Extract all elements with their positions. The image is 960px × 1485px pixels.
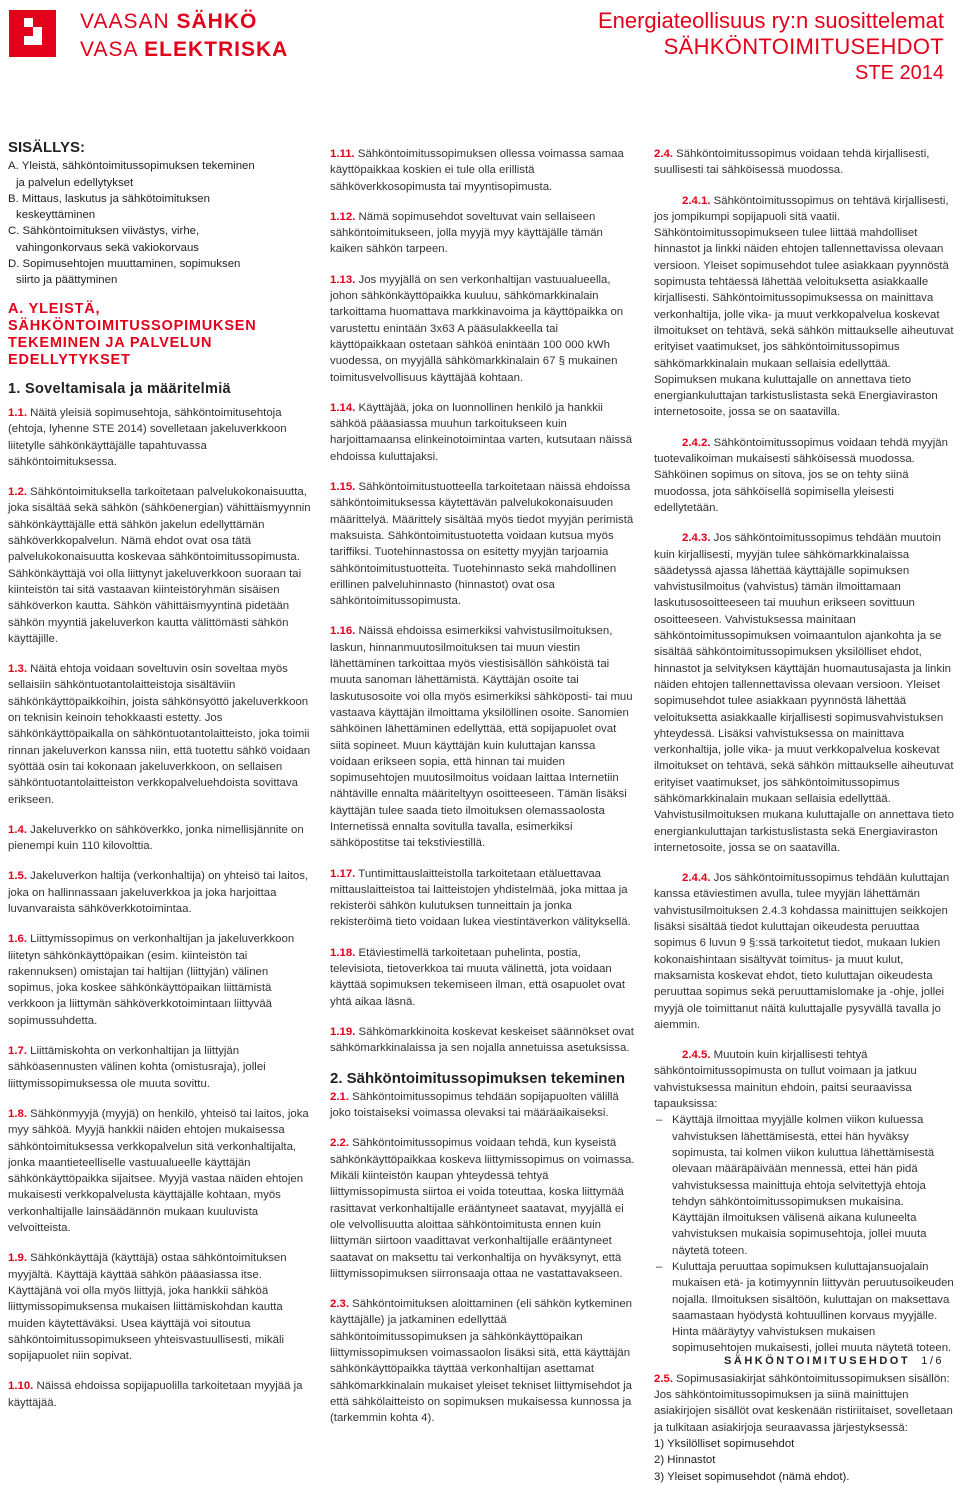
clause-1-3: 1.3. Näitä ehtoja voidaan soveltuvin osin soveltaa myös sellaisiin sähköntuotantolaitteistoja sisältäviin sähkönkäyttöpaikkoihin, joista sähkönsyöttö jakeluverkkoon on teknisin keinoin tehokkaasti estetty. Jos sähkönkäyttöpaikalla on sähköntuotantolaitteisto, joka toimii rinnan jakeluverkon kanssa niin, että tuotettu sähkö voidaan syöttää osin tai kokonaan jakeluverkkoon, on sellaisen sähköntuotantolaitteiston verkkopalveluehdoista sovittava erikseen. <box>8 663 311 806</box>
toc-item: B. Mittaus, laskutus ja sähkötoimituksen <box>8 192 210 205</box>
toc-item: C. Sähköntoimituksen viivästys, virhe, <box>8 225 200 238</box>
page-number: 1/6 <box>921 1355 944 1367</box>
list-item: – Kuluttaja peruuttaa sopimuksen kuluttajansuojalain mukaisen etä- ja kotimyynnin liittyvän peruutusoikeuden nojalla. Ilmoituksen sisältöön, kuluttajan on maksettava saamastaan hyödystä kohtuullinen korvaus myyjälle. Hinta määräytyy vahvistuksen mukaisen sopimusehtojen mukaisesti, jollei muuta näytetä toteen. <box>672 1259 954 1357</box>
toc-item: siirto ja päättyminen <box>16 274 118 287</box>
clause-1-4: 1.4. Jakeluverkko on sähköverkko, jonka nimellisjännite on pienempi kuin 110 kilovolttia. <box>8 823 304 853</box>
clause-1-6: 1.6. Liittymissopimus on verkonhaltijan ja jakeluverkkoon liitetyn sähkönkäyttöpaikan (esim. kiinteistön tai rakennuksen) omistajan tai haltijan (liittyjän) välinen sopimus, joka koskee sähkönkäyttöpaikan liittämistä verkkoon ja liittymän sähköverkkotoimintaan liittyvää sopimussuhdetta. <box>8 933 295 1027</box>
clause-1-15: 1.15. Sähköntoimitustuotteella tarkoitetaan näissä ehdoissa sähköntoimituksessa käytettävän palvelukokonaisuuden määrittelyä. Määrittely sisältää myös tiedot myyjän perimistä maksuista. Sähköntoimitustuotetta voidaan kutsua myös tariffiksi. Tuotehinnastossa on esitetty myyjän tarjoamia sähköntoimitustuotteita. Tuotehinnasto sekä mahdollinen erillinen palveluhinnasto (hinnastot) ovat osa sähköntoimitussopimusta. <box>330 481 634 608</box>
clause-2-4-5-list <box>654 1112 954 1356</box>
toc-list <box>8 158 314 288</box>
clause-1-5: 1.5. Jakeluverkon haltija (verkonhaltija) on yhteisö tai laitos, joka on hallinnassaan jakeluverkkoa ja joka harjoittaa luvanvaraista sähköverkkotoimintaa. <box>8 870 309 915</box>
clause-1-10: 1.10. Näissä ehdoissa sopijapuolilla tarkoitetaan myyjää ja käyttäjää. <box>8 1380 303 1409</box>
list-item: 3) Yleiset sopimusehdot (nämä ehdot). <box>654 1470 850 1483</box>
clause-2-4-5: 2.4.5. Muutoin kuin kirjallisesti tehtyä sähköntoimitussopimusta on tullut voimaan ja jatkuu vahvistuksessa mainitun ehdoin, paitsi seuraavissa tapauksissa: <box>654 1049 917 1111</box>
clause-1-19: 1.19. Sähkömarkkinoita koskevat keskeiset säännökset ovat sähkömarkkinalaissa ja sen nojalla annetuissa asetuksissa. <box>330 1025 634 1055</box>
issuer-line: Energiateollisuus ry:n suosittelemat <box>597 8 944 33</box>
column-2 <box>330 146 636 1440</box>
clause-2-4: 2.4. Sähköntoimitussopimus voidaan tehdä kirjallisesti, suullisesti tai sähköisessä muodossa. <box>654 148 930 177</box>
page-footer <box>724 1355 944 1367</box>
clause-2-1: 2.1. Sähköntoimitussopimus tehdään sopijapuolten välillä joko toistaiseksi voimassa olevaksi tai määräaikaiseksi. <box>330 1090 619 1120</box>
clause-2-4-2: 2.4.2. Sähköntoimitussopimus voidaan tehdä myyjän tuotevalikoiman mukaisesti sähköisessä muodossa. Sähköinen sopimus on sitova, jos se on tehty siinä muodossa, jota sähköisellä sopimisella yleisesti edellytetään. <box>654 436 948 514</box>
clause-2-2: 2.2. Sähköntoimitussopimus voidaan tehdä, kun kyseistä sähkönkäyttöpaikkaa koskeva liittymissopimus on voimassa. Mikäli kiinteistön kaupan yhteydessä tehtyä liittymissopimusta siirtoa ei voida toteuttaa, koska liittymää rasittavat verkonhaltijalle erääntyneet saatavat, myyjällä ei ole velvollisuutta aloittaa sähköntoimitusta ennen kuin liittymän siirtoon vaadittavat verkonhaltijalle erääntyneet saatavat on maksettu tai verkonhaltija on hyväksynyt, että liittymissopimuksen siirronsaaja ottaa ne vastattavakseen. <box>330 1137 635 1280</box>
logo-mark <box>9 10 56 57</box>
list-item: 1) Yksilölliset sopimusehdot <box>654 1437 795 1450</box>
toc-item: ja palvelun edellytykset <box>16 176 134 189</box>
document-order-list <box>654 1436 954 1485</box>
document-title-block <box>598 8 944 86</box>
toc-title: SISÄLLYS: <box>8 139 85 156</box>
document-title: SÄHKÖNTOIMITUSEHDOT <box>663 34 944 59</box>
clause-1-18: 1.18. Etäviestimellä tarkoitetaan puhelinta, postia, televisiota, tietoverkkoa tai muuta välinettä, jota voidaan käyttää sopimuksen tekemiseen ilman, että osapuolet ovat yhtä aikaa läsnä. <box>330 946 626 1008</box>
clause-1-17: 1.17. Tuntimittauslaitteistolla tarkoitetaan etäluettavaa mittauslaitteistoa tai laitteistojen yhdistelmää, joka mittaa ja rekisteröi sähkön kulutuksen tunneittain ja jonka rekisteröimä tieto voidaan lukea viestintäverkon välityksellä. <box>330 867 631 929</box>
brand-logo-text: VAASAN SÄHKÖ VASA ELEKTRISKA <box>80 10 289 61</box>
clause-2-3: 2.3. Sähköntoimituksen aloittaminen (eli sähkön kytkeminen käyttäjälle) ja jatkaminen edellyttää sähköntoimitussopimuksen ja sähkönkäyttöpaikan liittymissopimuksen voimassaolon lisäksi sitä, että käyttäjän sähkönkäyttöpaikka täyttää verkonhaltijan asettamat sähkömarkkinalain mukaiset yleiset tekniset liittymisehdot ja että sähkölaitteisto on sopimuksen mukaisessa kunnossa ja (tarkemmin kohta 4). <box>330 1298 633 1425</box>
clause-1-12: 1.12. Nämä sopimusehdot soveltuvat vain sellaiseen sähköntoimitukseen, jolla myyjä myy käyttäjälle tämän kaiken sähkön tarpeen. <box>330 210 603 256</box>
list-item: – Käyttäjä ilmoittaa myyjälle kolmen viikon kuluessa vahvistuksen lähettämisestä, ettei hän hyväksy sopimusta, tai kolmen viikon kuluttua lähettämisestä olevaan määräpäivään mennessä, ettei hän pidä vahvistuksessa mainittuja ehtoja selvitettyjä ehtoja tehdyn sähköntoimitussopimuksen mukaisina. Käyttäjän ilmoituksen välisenä aikana kuluneelta vahvistuksen mukaisia sopimusehtoja, jollei muuta näytetä toteen. <box>672 1112 954 1259</box>
clause-1-16: 1.16. Näissä ehdoissa esimerkiksi vahvistusilmoituksen, laskun, hinnanmuutosilmoituksen tai muun viestin lähettäminen tarkoittaa myös viestisisällön sähköistä tai muuta sanoman lähettämistä. Käyttäjän osoite tai laskutusosoite voi olla myös esimerkiksi sähköposti- tai muu vastaava käyttäjän ilmoittama yksilöllinen osoite. Sanomien sähköinen lähettäminen edellyttää, että sopijapuolet ovat siitä sopineet. Muun käyttäjän kuin kuluttajan kanssa voidaan erikseen sopia, että hinnan tai muiden sopimusehtojen muutosilmoitus voidaan laittaa Internetiin nähtäville ennalta määriteltyyn osoitteeseen. Tämän lisäksi käyttäjän tulee saada tieto ilmoituksen olemassaolosta Internetissä ennalta sovitulla tavalla, esimerkiksi sähköpostitse tai tekstiviestillä. <box>330 625 633 850</box>
clause-1-8: 1.8. Sähkönmyyjä (myyjä) on henkilö, yhteisö tai laitos, joka myy sähköä. Myyjä hankkii näiden ehtojen mukaisessa sähköntoimituksessa verkkopalvelun sitä verkonhaltijalta, jonka maantieteelliselle vastuualueelle käyttäjän sähkönkäyttöpaikka sijaitsee. Myyjä vastaa näiden ehtojen mukaisesti verkkopalvelusta käyttäjälle kohtaan, myös verkonhaltijalle lainsäädännön mukaan kuuluvista velvoitteista. <box>8 1107 309 1235</box>
toc-item: A. Yleistä, sähköntoimitussopimuksen tekeminen <box>8 160 255 173</box>
section-2-heading: 2. Sähköntoimitussopimuksen tekeminen <box>330 1069 626 1087</box>
column-1 <box>8 140 314 1425</box>
toc-item: keskeyttäminen <box>16 209 96 222</box>
toc-item: vahingonkorvaus sekä vakiokorvaus <box>16 241 199 254</box>
clause-1-9: 1.9. Sähkönkäyttäjä (käyttäjä) ostaa sähköntoimituksen myyjältä. Käyttäjä käyttää sähkön pääasiassa itse. Käyttäjänä voi olla myös liittyjä, joka hankkii sähköä liittymissopimuksensa mukaisen liittämiskohdan kautta muiden käytettäväksi. Usea käyttäjä voi sitoutua sähköntoimitussopimukseen yhteisvastuullisesti, mikäli sopijapuolet niin sopivat. <box>8 1252 287 1363</box>
clause-2-4-3: 2.4.3. Jos sähköntoimitussopimus tehdään muutoin kuin kirjallisesti, myyjän tulee sähkömarkkinalaissa säädetyssä ajassa lähettää käyttäjälle sopimuksen vahvistusilmoitus (vahvistus) tämän ilmoittamaan laskutusosoitteeseen tai muuhun erikseen sovittuun osoitteeseen. Vahvistuksessa mainitaan sähköntoimitussopimuksen voimaantulon ajankohta ja se sisältää sähköntoimitussopimuksen yksilölliset ehdot, hinnastot ja selvityksen käyttäjän huomautusajasta ja linkin näiden ehtojen tallennettavissa olevaan versioon. Yleiset sopimusehdot tulee asiakkaan pyynnöstä lähettää veloituksetta asiakkaalle kirjallisesti sopimusvahvistuksen yhteydessä. Lisäksi vahvistuksessa on mainittava verkonhaltija, jolle vika- ja muut verkkopalvelua koskevat ilmoitukset on tehtävä, sekä sähkön mittaukselle aiheutuvat erityiset vaatimukset, jos sähköntoimitussopimus sähkömarkkinalain mukaan sellaisia edellyttää. Vahvistusilmoituksen mukana kuluttajalle on annettava tieto energiankuluttajan tarkistuslistasta sekä Energiaviraston internetosoite, jossa se on saatavilla. <box>654 532 954 854</box>
section-a-heading: A. YLEISTÄ, SÄHKÖNTOIMITUSSOPIMUKSEN TEKEMINEN JA PALVELUN EDELLYTYKSET <box>8 300 257 368</box>
document-code: STE 2014 <box>855 62 944 84</box>
column-3 <box>654 146 954 1485</box>
clause-2-4-4: 2.4.4. Jos sähköntoimitussopimus tehdään kuluttajan kanssa etäviestimen avulla, tulee myyjän lähettämän vahvistusilmoituksen 2.4.3 kohdassa mainittujen seikkojen lisäksi sisältää tiedot kuluttajan oikeudesta peruuttaa sopimus 6 luvun 9 §:ssä tarkoitetut tiedot, mukaan lukien kokonaishintaan sisältyvät toimitus- ja muut kulut, maksamista koskevat ehdot, tieto kuluttajan oikeudesta peruuttaa sopimus sekä peruuttamislomake ja -ohje, jollei myyjä ole toimittanut näitä kuluttajalle pysyvällä tavalla jo aiemmin. <box>654 872 950 1031</box>
clause-1-14: 1.14. Käyttäjää, joka on luonnollinen henkilö ja hankkii sähköä pääasiassa muuhun tarkoitukseen kuin harjoittamaansa elinkeinotoimintaa varten, kutsutaan näissä ehdoissa kuluttajaksi. <box>330 401 633 463</box>
clause-1-7: 1.7. Liittämiskohta on verkonhaltijan ja liittyjän sähköasennusten välinen kohta (omistusraja), jollei liittymissopimuksessa ole muuta sovittu. <box>8 1045 266 1090</box>
subsection-1-heading: 1. Soveltamisala ja määritelmiä <box>8 380 231 397</box>
footer-title: SÄHKÖNTOIMITUSEHDOT <box>724 1355 911 1367</box>
list-item: 2) Hinnastot <box>654 1454 716 1467</box>
clause-1-11: 1.11. Sähköntoimitussopimuksen ollessa voimassa samaa käyttöpaikkaa koskien ei tule olla erillistä sähköverkkosopimusta tai myyntisopimusta. <box>330 148 624 193</box>
clause-1-1: 1.1. Näitä yleisiä sopimusehtoja, sähköntoimitusehtoja (ehtoja, lyhenne STE 2014) sovelletaan jakeluverkkoon liitetylle sähkönkäyttäjälle tapahtuvassa sähköntoimituksessa. <box>8 406 287 468</box>
clause-2-5: 2.5. Sopimusasiakirjat sähköntoimitussopimuksen sisällön: Jos sähköntoimitussopimuksen ja siinä mainittujen asiakirjojen sisällöt ovat keskenään ristiriitaiset, sovelletaan ja tulkitaan asiakirjoja seuraavassa järjestyksessä: <box>654 1372 953 1434</box>
clause-2-4-1: 2.4.1. Sähköntoimitussopimus on tehtävä kirjallisesti, jos jompikumpi sopijapuoli sitä vaatii. Sähköntoimitussopimukseen tulee liittää mahdolliset hinnastot ja linkki näiden ehtojen tallennettavissa olevaan versioon. Yleiset sopimusehdot tulee asiakkaan pyynnöstä sopimusta tehtäessä lähettää veloituksetta asiakkaalle kirjallisesti. Sähköntoimitussopimuksessa on mainittava verkonhaltija, jolle vika- ja muut verkkopalvelua koskevat ilmoitukset on tehtävä, sekä sähkön mittaukselle aiheutuvat erityiset vaatimukset, jos sähköntoimitussopimus sähkömarkkinalain mukaan sellaisia edellyttää. Sopimuksen mukana kuluttajalle on annettava tieto energiankuluttajan tarkistuslistasta sekä Energiaviraston internetosoite, jossa se on saatavilla. <box>654 194 954 419</box>
toc-item: D. Sopimusehtojen muuttaminen, sopimuksen <box>8 258 241 271</box>
clause-1-2: 1.2. Sähköntoimituksella tarkoitetaan palvelukokonaisuutta, joka sisältää sekä sähkön (sähköenergian) vähittäismyynnin sähkönkäyttäjälle että sähkön jakelun edellyttämän sähköverkkopalvelun. Nämä ehdot ovat osa tätä palvelukokonaisuutta koskevaa sähköntoimitussopimusta. Sähkönkäyttäjä voi olla liittynyt jakeluverkkoon suoraan tai kiinteistön tai sitä vastaavan kiinteistöryhmän sisäisen sähköverkon kautta. Sähkön vähittäismyyntinä pidetään sähkön myyntiä jakeluverkon kautta välittömästi sähkön käyttäjille. <box>8 486 311 645</box>
clause-1-13: 1.13. Jos myyjällä on sen verkonhaltijan vastuualueella, johon sähkönkäyttöpaikka kuuluu, sähkömarkkinalain tarkoittama huomattava markkinavoima ja käyttöpaikka on varustettu enintään 3x63 A pääsulakkeella tai käyttöpaikkaan ostetaan sähköä enintään 100 000 kWh vuodessa, on myyjällä sähkömarkkinalain 67 § mukainen toimitusvelvollisuus käyttäjää kohtaan. <box>330 273 624 384</box>
